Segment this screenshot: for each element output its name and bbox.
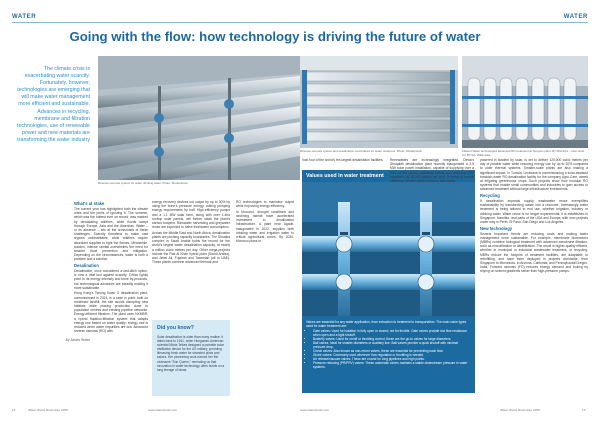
body-column-1 xyxy=(74,200,148,335)
valve-item: • Butterfly valves: Used for on/off or throttling control; these are the go-to valves for large diameters. xyxy=(313,337,471,341)
article-headline: Going with the flow: how technology is driving the future of water xyxy=(69,29,481,44)
valve-item: • Ball valves: Ideal for smaller diameters or auxiliary line. Ball valves provide a quick shutoff with minimal pressure drop. xyxy=(313,341,471,349)
footer-mag-left: Water World November 2025 xyxy=(28,408,68,412)
heading-whats-at-stake: What's at stake xyxy=(74,201,105,206)
body-column-2 xyxy=(152,200,230,266)
col3-paragraph: In Morocco, drought conditions and declining rainfall have accelerated investment in desalination infrastructure. A plant near Agadir, inaugurated in 2022, supplies both drinking water and irrigation water to critical agricultural zones. By 2030, Morocco plans to xyxy=(236,209,294,244)
valve-item: • Check valves: Also known as non-return valves, these are essential for preventing back flow. xyxy=(313,349,471,353)
col4-paragraph: host four of the world's ten largest desalination facilities. xyxy=(302,158,384,162)
ro-pipes-photo xyxy=(98,56,300,180)
valve-item: • Air release/vacuum valves: These are crucial for long pipelines and high points. xyxy=(313,357,471,361)
valves-intro: Valves are essential for any water application, from extraction to treatment to transportation. The main valve types used for water treatment are: xyxy=(306,320,467,328)
valve-item: • Pressure reducing (PR/PRV) valves: These automatic valves maintain a stable downstream pressure in water systems. xyxy=(313,361,471,369)
left-photo-caption: Reverse osmosis system for water drinking water. Photo: Shutterstock xyxy=(98,181,188,185)
col1-paragraph: Desalination, once considered a last-ditch option, is now a vital tool against scarcity. Critics lightly point to its energy intensity and brine by-products, but technological advances are steadily making it more sustainable. xyxy=(74,269,148,290)
valves-photo xyxy=(302,182,475,316)
heading-recycling: Recycling xyxy=(480,193,500,199)
header-rule-right xyxy=(300,22,588,23)
treatment-plant-photo xyxy=(462,56,588,148)
heading-desalination: Desalination xyxy=(74,263,99,269)
body-column-5-lead xyxy=(390,158,474,184)
did-you-know-box xyxy=(152,320,230,396)
membrane-photo xyxy=(300,56,458,148)
valve-item: • Gate valves: Used for isolation in fully open or closed; not for throttle. Gate valves provide low flow resistance when open and a tight shutoff. xyxy=(313,329,471,337)
did-you-know-title: Did you know? xyxy=(157,325,194,331)
valves-panel-title: Values used in water treatment xyxy=(306,173,384,179)
footer-url-right: www.waterworld.com xyxy=(300,408,330,412)
right-photo-b-caption: Filtered Water technologies advanced RO treatment at Tempers plant. By Sherfoirs – Own work. CC BY-SA. Wikimedia xyxy=(462,149,585,157)
footer-page-number-right: 13 xyxy=(582,408,586,412)
section-label-left: WATER xyxy=(12,14,37,20)
col2-paragraph: Across the Middle East and North Africa, desalination plants are pushing capacity boundaries. The Shoaiba complex in Saudi Arabia holds the record for the world's largest water desalination capacity, at nearly a million cubic metres per day. Other mega-projects include the Ras Al Khair hybrid plant (Saudi Arabia), and Jebel Ali, Fujairah and Taweelah (all in UAE). These plants combine advanced thermal and xyxy=(152,230,230,265)
right-photo-a-caption: Reverse osmosis system and desalination membranes for water treatment. Photo: Shutterstock xyxy=(300,149,422,153)
col6-paragraph: Several important trends are reducing costs and making water management more sustainable. For example, membrane bioreactors (MBRs) combine biological treatment with advanced membrane filtration, such as microfiltration or ultrafiltration. The result is higher-quality effluent, whether in municipal or industrial wastewater treatment, or recycling. MBRs reduce the footprint of treatment facilities, are adaptable to retrofitting, and have been deployed in projects worldwide, from Singapore to Minnesota. In Arizona, California, and Pennsylvania/Oregon, India, Forward osmosis (FO) reduces energy demand and fouling by relying on solvent gradients rather than high-pressure pumps. xyxy=(480,231,588,274)
valve-item: • Globe valves: Commonly used wherever flow regulation or throttling is needed. xyxy=(313,353,471,357)
footer-mag-right: Water World November 2025 xyxy=(500,408,540,412)
header-rule-left xyxy=(12,22,300,23)
section-label-right: WATER xyxy=(563,14,588,20)
heading-new-technology: New technology xyxy=(480,225,513,231)
valves-panel-body xyxy=(306,320,471,369)
body-column-6 xyxy=(480,158,588,275)
valves-panel xyxy=(302,170,475,393)
col2-paragraph: energy recovery devices cut output by up to 30% by using the brine's pressure energy, cutting pumping energy requirements by half. High-efficiency pumps and a 1.1 MW solar farm, along with over 1.4ha rooftop solar panels, will further slash the plant's carbon footprint. Rainwater harvesting and greywater reuse are expected to halve freshwater consumption. xyxy=(152,200,230,230)
col1-paragraph: Hong Kong's Tseung Kwan O desalination plant, commissioned in 2024, is a case in point: built on reclaimed landfill, the site avoids disrupting new habitats while placing production close to population centres and existing pipeline networks. Energy-efficient filtration: The plant uses NXMBR, a hybrid flotation-filtration system that adapts energy use based on water quality; energy use is reduced when water impurities are low. Advanced reverse osmosis (RO) with xyxy=(74,291,148,334)
footer-page-number-left: 12 xyxy=(12,408,16,412)
col6-paragraph: powered in tandem by solar, is set to deliver 120,000 cubic metres per day of potable water while reducing energy use by up to 30% compared to older thermal systems. Smaller-scale plants are also making a significant impact. In Tunisia, Lecksana is commissioning a solar-assisted brackish-water RO desalination facility for the company Agro-Care, aimed at irrigating greenhouse crops. Such projects show how modular RO systems that enable small communities and industries to gain access to advanced treatment without large infrastructure investments. xyxy=(480,158,588,192)
pull-quote: The climate crisis is exacerbating water scarcity. Fortunately, however, technologies are emerging that will make water management more efficient and sustainable. Advances in recycling, membrane and filtration technologies, use of renewable power and new materials are transforming the water industry xyxy=(16,66,90,143)
footer-url-left: www.waterworld.com xyxy=(148,408,178,412)
valves-list xyxy=(306,329,471,369)
body-column-4-lead xyxy=(302,158,388,170)
col1-paragraph: The current year has highlighted both the climate crisis and the perils of ignoring it. The summer, which was the hottest ever on record, was marked by devastating wildfires, while floods swept through Europe, Asia and the Americas. Water – or its absence – sits at the crossroads of these challenges. Scarcity threatens to make vast regions uninhabitable, while wildfires require abundant supplies to fight the flames. Meanwhile, sudden, intense rainfall overwhelms the need for smarter flood prevention and mitigation. Depending on the circumstances, water is both a problem and a solution. xyxy=(74,207,148,262)
col5-paragraph: Renewables are increasingly integrated. Dewa's Shuqaiah desalination plant recently inaugurated a 2.5 MW solar power installation, capable of supplying over a third of the plant's electricity needs and reducing CO2 emissions by 10,000 tonnes per year. In terms of overall efficiency, Veolia's Mirfa 2 plant in Abu Dhabi, xyxy=(390,158,474,184)
col3-paragraph: RO technologies to maximise output while improving energy efficiency. xyxy=(236,200,294,209)
col6-paragraph: If desalination expands supply, wastewater reuse exemplifies sustainability by transforming waste into a resource. Increasingly water treatment is being tailored to end use, whether irrigation, industry or drinking water. Water reuse is no longer experimental; it is established in Singapore, Namibia, and parts of the USA and Europe, with new projects under way in Perth, El Paso, San Diego and Los Angeles. xyxy=(480,199,588,225)
right-page xyxy=(300,0,600,424)
byline: By James Rutter xyxy=(65,338,90,342)
body-column-3 xyxy=(236,200,294,245)
did-you-know-body: Solar desalination is older than many realise: it dates back to 1941, when Hungarian-American scientist Mária Telkes designed a portable solar distillation device for the US military, providing lifesaving fresh water for stranded pilots and sailors. Her pioneering work earned her the nickname "Sun Queen," reminding us that innovation in water technology often builds on a long lineage of ideas. xyxy=(157,335,225,372)
